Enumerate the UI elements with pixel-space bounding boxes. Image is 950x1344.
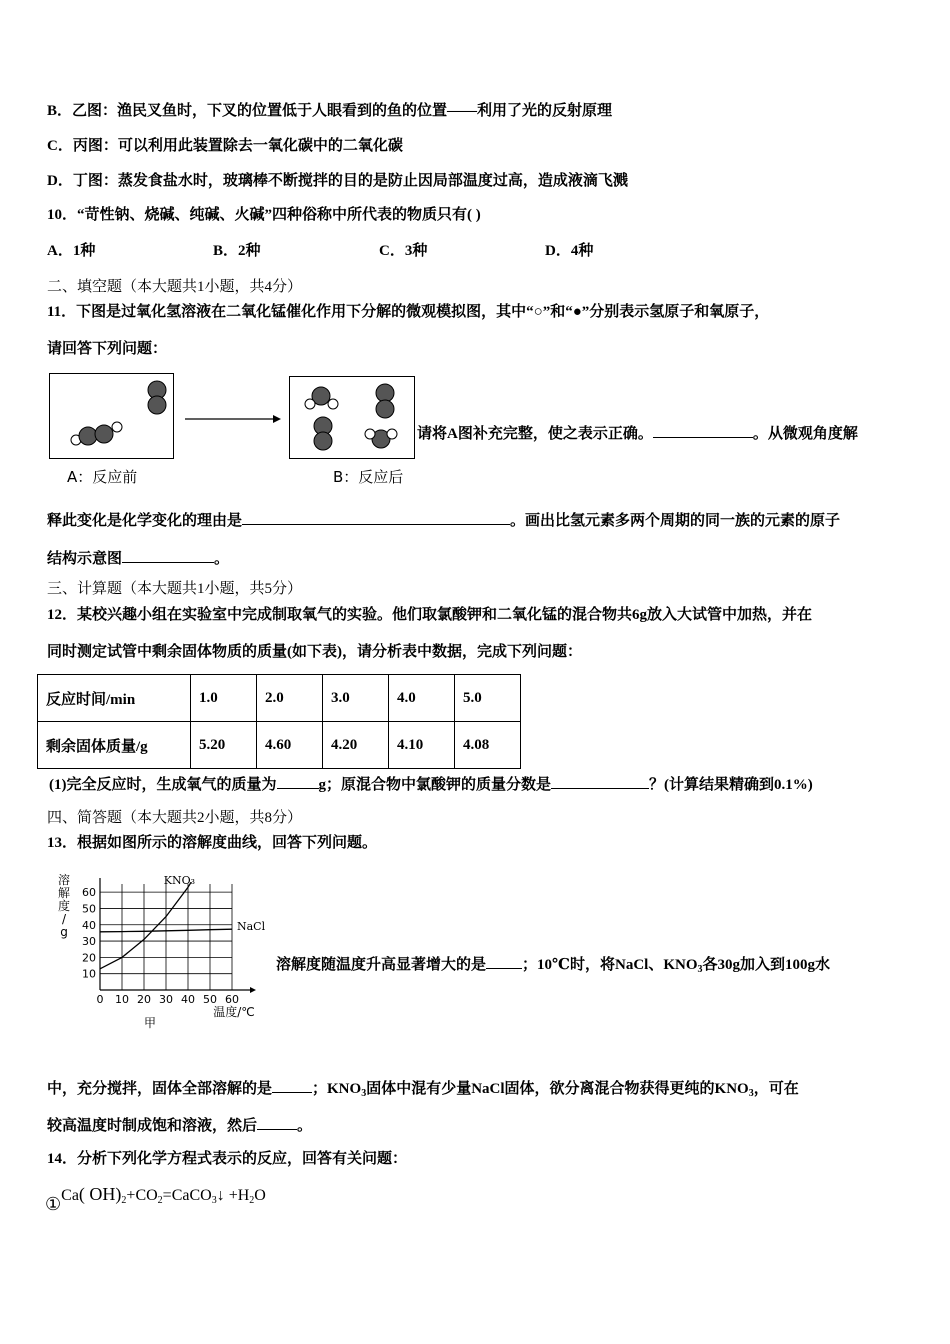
answer-blank-6[interactable]: [486, 953, 522, 969]
h2o-molecule-2-icon: [365, 429, 397, 448]
table-cell: 5.0: [455, 675, 521, 722]
q13-side-c: 各30g加入到100g水: [702, 957, 831, 973]
x-axis-label: 温度/℃: [213, 1005, 255, 1019]
table-row: [38, 722, 521, 769]
y-axis-label: 解: [57, 886, 71, 900]
x-tick-label: 50: [203, 993, 217, 1006]
o2-molecule-product-2-icon: [314, 417, 332, 450]
y-tick-label: 30: [82, 935, 96, 949]
q13-line-3: [47, 1114, 312, 1136]
q12-line-2: 同时测定试管中剩余固体物质的质量(如下表)，请分析表中数据，完成下列问题：: [47, 644, 582, 660]
table-cell: 4.10: [389, 722, 455, 769]
q9-option-d: D．丁图：蒸发食盐水时，玻璃棒不断搅拌的目的是防止因局部温度过高，造成液滴飞溅: [47, 173, 628, 189]
molecule-b-svg: [290, 377, 414, 458]
x-tick-label: 10: [115, 993, 129, 1006]
eq-mid2: =CaCO: [162, 1187, 212, 1204]
q13-side-text: [276, 953, 830, 980]
q11-line-3a: 释此变化是化学变化的理由是: [47, 513, 243, 529]
y-axis-label: /: [61, 912, 67, 926]
eq-mid1: +CO: [126, 1187, 158, 1204]
diagram-box-a: [49, 373, 174, 459]
table-cell: 4.08: [455, 722, 521, 769]
q9-option-c: C．丙图：可以利用此装置除去一氧化碳中的二氧化碳: [47, 138, 403, 154]
y-tick-label: 50: [82, 902, 96, 916]
q12-sub-1c: ？(计算结果精确到0.1%): [649, 777, 813, 793]
table-header-time: 反应时间/min: [38, 675, 191, 722]
data-table: [37, 674, 521, 769]
q13-line-3a: 较高温度时制成饱和溶液，然后: [47, 1118, 258, 1134]
q11-side-text: [417, 422, 858, 444]
x-tick-label: 30: [159, 993, 173, 1006]
subscript-3: 3: [697, 964, 703, 975]
x-tick-label: 20: [137, 993, 151, 1006]
section-2-heading: 二、填空题（本大题共1小题，共4分）: [47, 279, 303, 295]
answer-blank-2[interactable]: [242, 509, 510, 525]
o2-molecule-icon: [148, 381, 166, 414]
q12-sub-1: [49, 773, 813, 795]
q10-option-c: C．3种: [379, 243, 428, 259]
diagram-box-b: [289, 376, 415, 459]
q12-sub-1b: g；原混合物中氯酸钾的质量分数是: [318, 777, 552, 793]
q10-options: [47, 241, 711, 261]
circle-number-1: ①: [45, 1194, 62, 1214]
subscript-3: 3: [748, 1088, 754, 1099]
eq-paren: ( OH): [78, 1184, 122, 1204]
answer-blank-4[interactable]: [277, 773, 319, 789]
table-cell: 5.20: [191, 722, 257, 769]
y-tick-label: 10: [82, 967, 96, 981]
q11-side-text-a: 请将A图补充完整，使之表示正确。: [417, 426, 653, 442]
solubility-chart: [50, 870, 275, 1035]
q13-line-2d: ，可在: [753, 1081, 799, 1097]
chart-caption: 甲: [143, 1016, 157, 1030]
y-tick-label: 60: [82, 886, 96, 900]
q11-line-2: 请回答下列问题：: [47, 341, 168, 357]
table-cell: 3.0: [323, 675, 389, 722]
q11-line-3: [47, 509, 840, 531]
q9-option-b: B．乙图：渔民叉鱼时，下叉的位置低于人眼看到的鱼的位置——利用了光的反射原理: [47, 103, 613, 119]
sub-2: 2: [157, 1195, 163, 1206]
q10-option-d: D．4种: [545, 243, 594, 259]
q10-option-b: B．2种: [213, 243, 261, 259]
q13-line-2a: 中，充分搅拌，固体全部溶解的是: [47, 1081, 273, 1097]
molecule-a-svg: [50, 374, 173, 458]
q13-line-2: [47, 1077, 799, 1104]
q13-side-b: ；10℃时，将NaCl、KNO: [522, 957, 698, 973]
eq-arrow: ↓ +H: [216, 1187, 250, 1204]
q11-line-4: [47, 547, 229, 569]
q10-stem: 10．“苛性钠、烧碱、纯碱、火碱”四种俗称中所代表的物质只有( ): [47, 207, 481, 223]
q11-line-3b: 。画出比氢元素多两个周期的同一族的元素的原子: [510, 513, 841, 529]
table-cell: 2.0: [257, 675, 323, 722]
q13-stem: 13．根据如图所示的溶解度曲线，回答下列问题。: [47, 835, 378, 851]
table-cell: 4.0: [389, 675, 455, 722]
y-axis-label: 溶: [57, 873, 71, 887]
x-tick-label: 60: [225, 993, 239, 1006]
q10-option-a: A．1种: [47, 243, 96, 259]
q13-line-3b: 。: [297, 1118, 313, 1134]
q14-stem: 14．分析下列化学方程式表示的反应，回答有关问题：: [47, 1151, 408, 1167]
x-tick-label: 0: [96, 993, 104, 1006]
eq-prefix: Ca: [61, 1187, 79, 1204]
q11-line-1: 11．下图是过氧化氢溶液在二氧化锰催化作用下分解的微观模拟图，其中“○”和“●”分别表示氢原子和氧原子，: [47, 304, 770, 320]
q11-side-text-b: 。从微观角度解: [752, 426, 858, 442]
eq-end: O: [254, 1187, 266, 1204]
reaction-arrow-icon: [183, 412, 283, 426]
table-cell: 1.0: [191, 675, 257, 722]
q13-side-a: 溶解度随温度升高显著增大的是: [276, 957, 487, 973]
caption-b: B：反应后: [333, 468, 404, 486]
y-tick-label: 40: [82, 918, 96, 932]
table-cell: 4.60: [257, 722, 323, 769]
subscript-3: 3: [211, 1195, 217, 1206]
answer-blank-5[interactable]: [551, 773, 649, 789]
equation-1: [45, 1184, 266, 1214]
section-3-heading: 三、计算题（本大题共1小题，共5分）: [47, 581, 303, 597]
answer-blank-8[interactable]: [257, 1114, 297, 1130]
q11-line-4a: 结构示意图: [47, 551, 123, 567]
x-tick-label: 40: [181, 993, 195, 1006]
y-tick-label: 20: [82, 951, 96, 965]
q12-line-1: 12．某校兴趣小组在实验室中完成制取氧气的实验。他们取氯酸钾和二氧化锰的混合物共6g放入大试管中加热，并在: [47, 607, 813, 623]
y-axis-label: 度: [57, 899, 71, 913]
q13-line-2b: ；KNO: [312, 1081, 362, 1097]
answer-blank-1[interactable]: [653, 422, 753, 438]
h2o-molecule-icon: [305, 387, 338, 409]
series-label-kno3: KNO₃: [163, 874, 196, 887]
series-label-nacl: NaCl: [237, 920, 266, 934]
answer-blank-3[interactable]: [122, 547, 214, 563]
q13-line-2c: 固体中混有少量NaCl固体，欲分离混合物获得更纯的KNO: [366, 1081, 749, 1097]
table-cell: 4.20: [323, 722, 389, 769]
table-row: [38, 675, 521, 722]
q12-sub-1a: (1)完全反应时，生成氧气的质量为: [49, 777, 277, 793]
sub-2: 2: [249, 1195, 255, 1206]
h2o2-molecule-icon: [71, 422, 122, 445]
subscript-3: 3: [361, 1088, 367, 1099]
section-4-heading: 四、简答题（本大题共2小题，共8分）: [47, 810, 303, 826]
o2-molecule-product-icon: [376, 384, 394, 418]
x-axis-arrow-icon: [250, 987, 256, 993]
caption-a: A：反应前: [67, 468, 138, 486]
y-axis-label: g: [60, 925, 68, 939]
table-header-mass: 剩余固体质量/g: [38, 722, 191, 769]
sub-2: 2: [121, 1195, 127, 1206]
q11-line-4b: 。: [214, 551, 230, 567]
answer-blank-7[interactable]: [272, 1077, 312, 1093]
